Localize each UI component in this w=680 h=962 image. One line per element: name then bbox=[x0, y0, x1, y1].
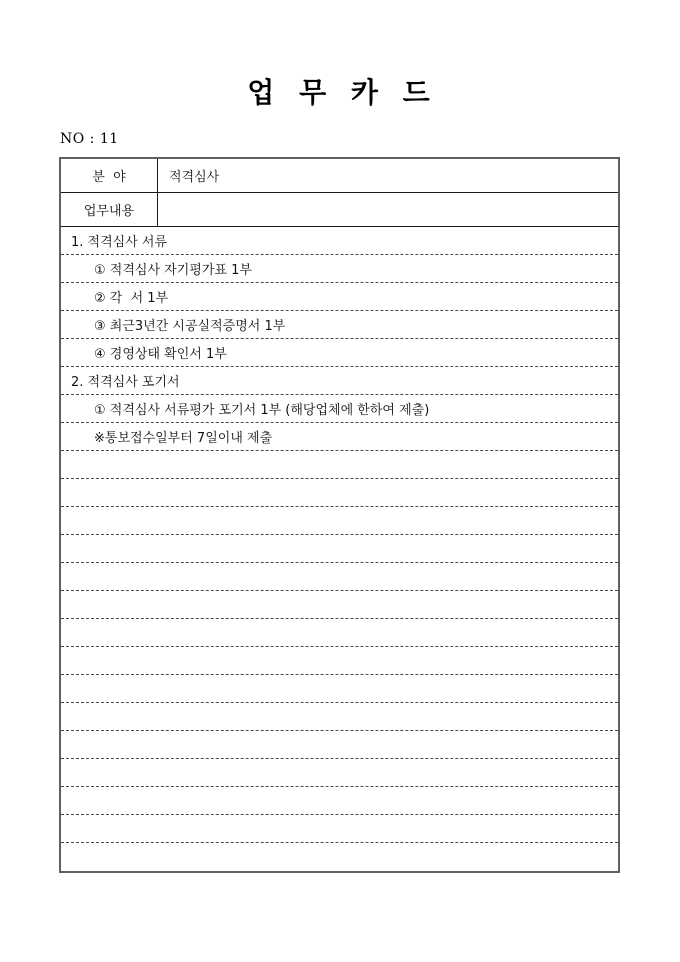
header-label-cell: 분 야 bbox=[61, 159, 158, 192]
row-text: ① 적격심사 자기평가표 1부 bbox=[94, 263, 252, 278]
row-text: ② 각 서 1부 bbox=[94, 291, 169, 306]
doc-number: NO : 11 bbox=[60, 131, 119, 147]
table-row bbox=[61, 843, 618, 871]
table-row bbox=[61, 591, 618, 619]
content-rows bbox=[61, 227, 618, 871]
header-value-cell bbox=[158, 193, 618, 226]
table-row bbox=[61, 339, 618, 367]
header-rows bbox=[61, 159, 618, 227]
row-text: 2. 적격심사 포기서 bbox=[71, 375, 180, 390]
table-row bbox=[61, 535, 618, 563]
table-row bbox=[61, 283, 618, 311]
work-card-table bbox=[59, 157, 620, 873]
table-row bbox=[61, 507, 618, 535]
table-header-row bbox=[61, 193, 618, 227]
table-row bbox=[61, 619, 618, 647]
row-text: ③ 최근3년간 시공실적증명서 1부 bbox=[94, 319, 286, 334]
table-row bbox=[61, 647, 618, 675]
table-row bbox=[61, 395, 618, 423]
table-row bbox=[61, 311, 618, 339]
row-text: ① 적격심사 서류평가 포기서 1부 (해당업체에 한하여 제출) bbox=[94, 403, 430, 418]
table-row bbox=[61, 451, 618, 479]
table-row bbox=[61, 563, 618, 591]
table-header-row bbox=[61, 159, 618, 193]
table-row bbox=[61, 479, 618, 507]
table-row bbox=[61, 675, 618, 703]
row-text: 1. 적격심사 서류 bbox=[71, 235, 168, 250]
row-text: ※통보접수일부터 7일이내 제출 bbox=[94, 431, 273, 446]
header-label-cell: 업무내용 bbox=[61, 193, 158, 226]
table-row bbox=[61, 731, 618, 759]
header-value-cell: 적격심사 bbox=[169, 170, 220, 185]
row-text: ④ 경영상태 확인서 1부 bbox=[94, 347, 227, 362]
table-row bbox=[61, 227, 618, 255]
table-row bbox=[61, 787, 618, 815]
table-row bbox=[61, 703, 618, 731]
table-row bbox=[61, 815, 618, 843]
table-row bbox=[61, 367, 618, 395]
table-row bbox=[61, 255, 618, 283]
table-row bbox=[61, 759, 618, 787]
page-title: 업 무 카 드 bbox=[247, 76, 433, 109]
table-row bbox=[61, 423, 618, 451]
